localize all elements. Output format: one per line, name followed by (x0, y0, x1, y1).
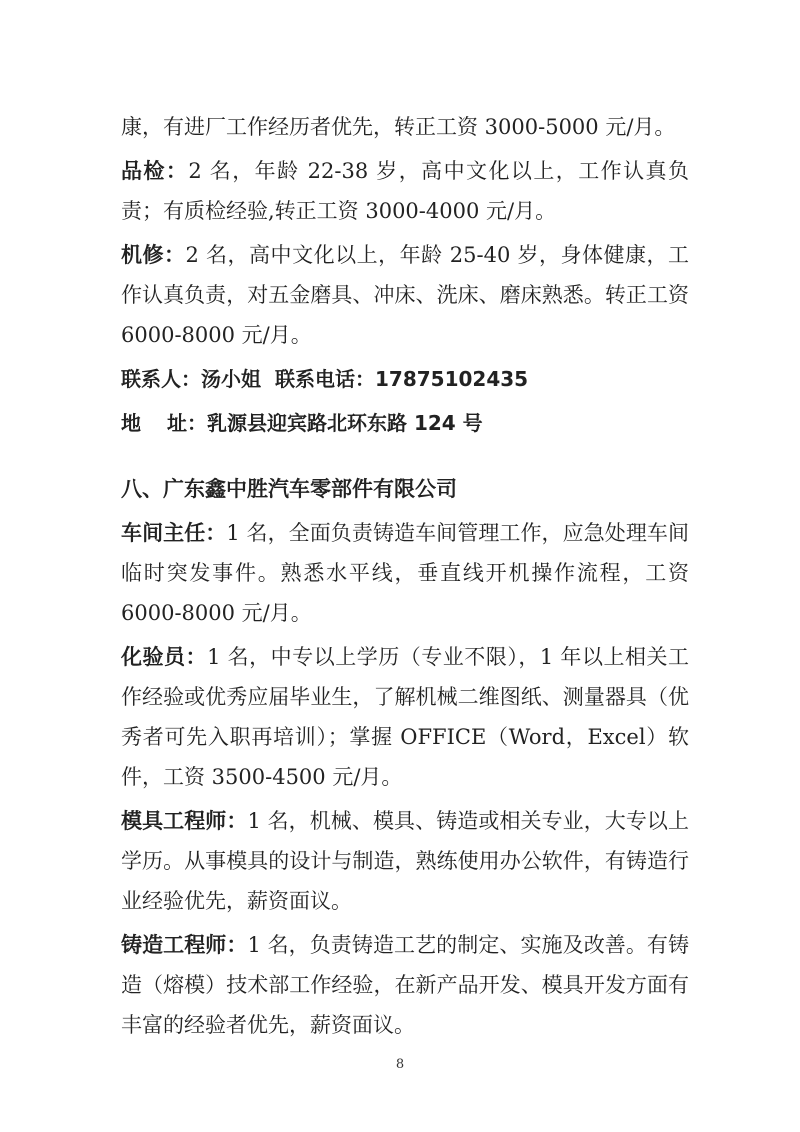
paragraph-quality-inspection (121, 151, 689, 231)
job-description: 1 名，机械、模具、铸造或相关专业，大专以上学历。从事模具的设计与制造，熟练使用办公软件，有铸造行业经验优先，薪资面议。 (121, 809, 689, 913)
job-mold-engineer (121, 801, 689, 921)
contact-line (121, 359, 689, 399)
page-content (121, 107, 689, 1049)
job-workshop-director (121, 513, 689, 633)
address-label-part2: 址： (167, 411, 207, 435)
section-title: 八、广东鑫中胜汽车零部件有限公司 (121, 477, 457, 501)
job-casting-engineer (121, 925, 689, 1045)
contact-phone: 17875102435 (375, 367, 529, 391)
paragraph-continuation (121, 107, 689, 147)
paragraph-maintenance (121, 235, 689, 355)
contact-phone-label: 联系电话： (275, 367, 375, 391)
job-description: 1 名，全面负责铸造车间管理工作，应急处理车间临时突发事件。熟悉水平线，垂直线开机操作流程，工资 6000-8000 元/月。 (121, 521, 690, 625)
address-line (121, 403, 689, 443)
page-number: 8 (395, 1057, 405, 1072)
job-description: 1 名，中专以上学历（专业不限），1 年以上相关工作经验或优秀应届毕业生，了解机械二维图纸、测量器具（优秀者可先入职再培训）；掌握 OFFICE（Word，Excel）软件，工资 3500-4500 元/月。 (121, 645, 690, 789)
contact-person-label: 联系人： (121, 367, 201, 391)
job-label: 品检： (121, 159, 189, 183)
job-description: 2 名，年龄 22-38 岁，高中文化以上，工作认真负责；有质检经验,转正工资 3000-4000 元/月。 (121, 159, 689, 223)
job-description: 1 名，负责铸造工艺的制定、实施及改善。有铸造（熔模）技术部工作经验，在新产品开发、模具开发方面有丰富的经验者优先，薪资面议。 (121, 933, 689, 1037)
paragraph-text: 康，有进厂工作经历者优先，转正工资 3000-5000 元/月。 (121, 115, 676, 139)
job-label: 模具工程师： (121, 809, 248, 833)
job-label: 化验员： (121, 645, 208, 669)
job-label: 铸造工程师： (121, 933, 248, 957)
job-label: 机修： (121, 243, 186, 267)
contact-person: 汤小姐 (201, 367, 261, 391)
job-lab-technician (121, 637, 689, 797)
address-value: 乳源县迎宾路北环东路 124 号 (207, 411, 483, 435)
job-description: 2 名，高中文化以上，年龄 25-40 岁，身体健康，工作认真负责，对五金磨具、冲床、洗床、磨床熟悉。转正工资 6000-8000 元/月。 (121, 243, 689, 347)
job-label: 车间主任： (121, 521, 227, 545)
address-label-part1: 地 (121, 411, 141, 435)
